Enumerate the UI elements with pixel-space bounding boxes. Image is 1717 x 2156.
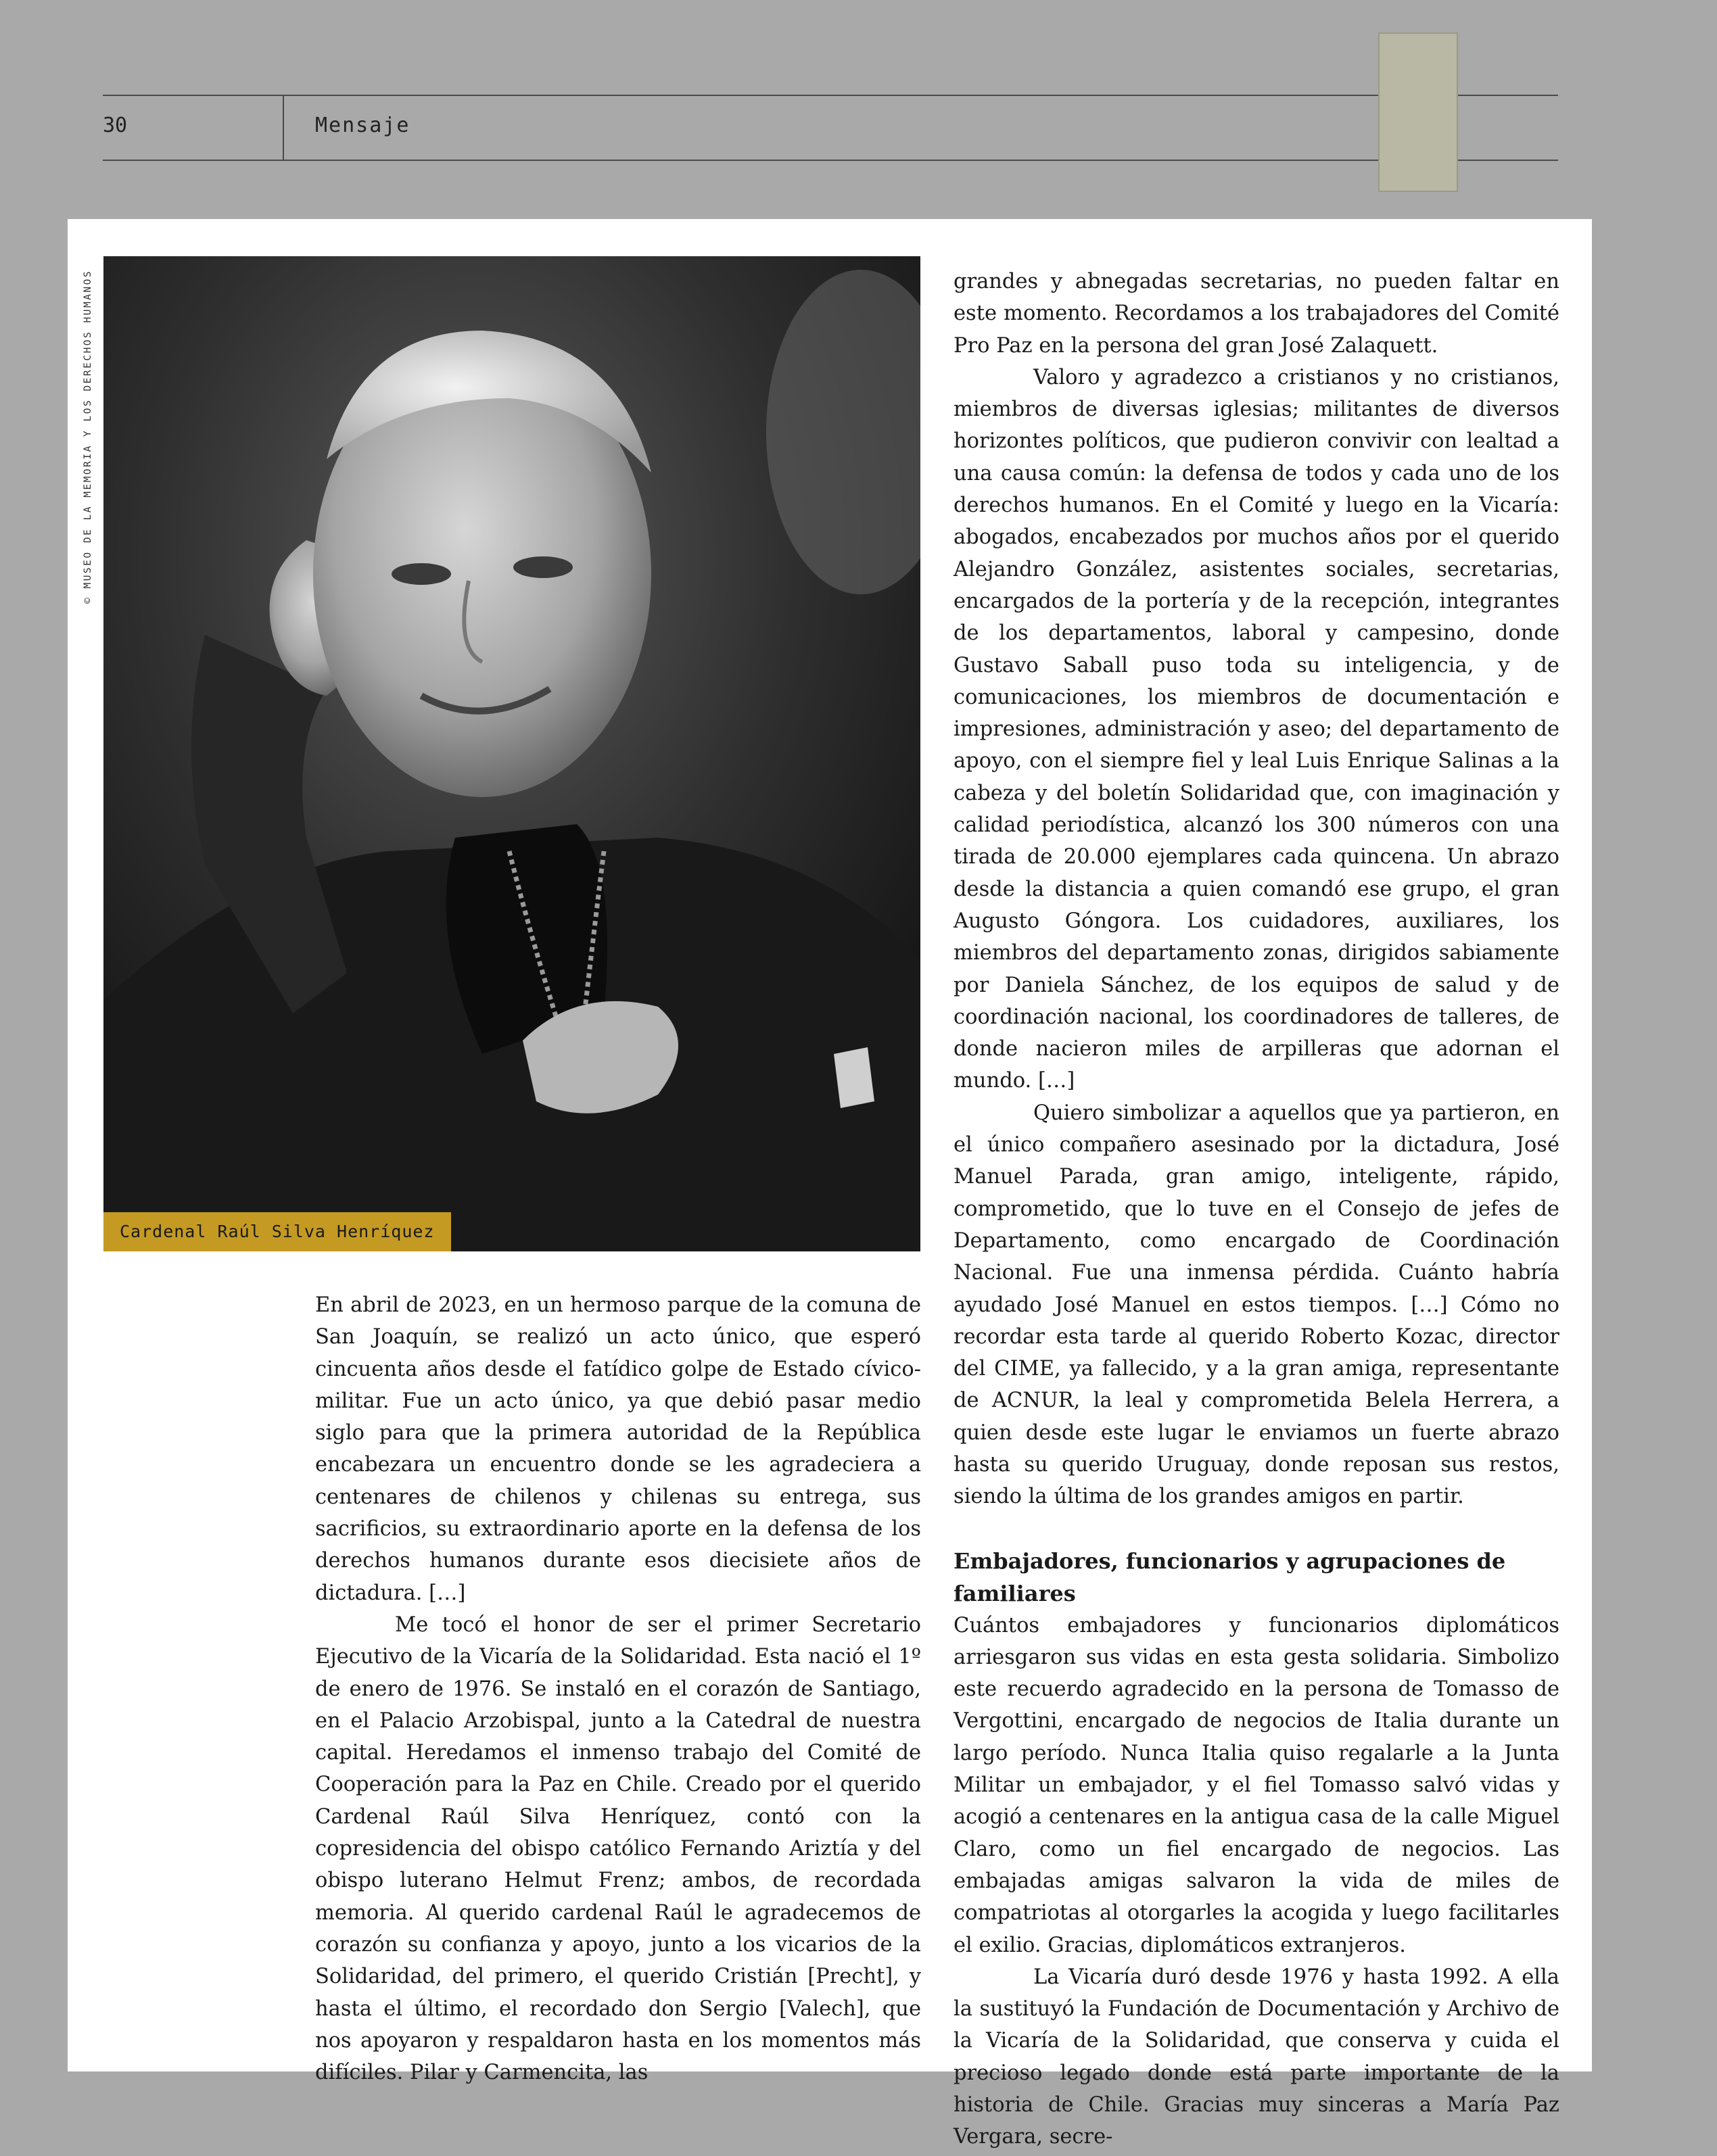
header-divider — [283, 95, 284, 161]
header-bottom-rule — [103, 160, 1558, 161]
paragraph: Valoro y agradezco a cristianos y no cristianos, miembros de diversas iglesias; militantes de diversos horizontes políticos, que pudieron convivir con lealtad a una causa común: la defensa de todos y cada uno de los derechos humanos. En el Comité y luego en la Vicaría: abogados, encabezados por muchos años por el querido Alejandro González, asistentes sociales, secretarias, encargados de la portería y de la recepción, integrantes de los departamentos, laboral y campesino, donde Gustavo Saball puso toda su inteligencia, y de comunicaciones, los miembros de documentación e impresiones, administración y aseo; del departamento de apoyo, con el siempre fiel y leal Luis Enrique Salinas a la cabeza y del boletín Solidaridad que, con imaginación y calidad periodística, alcanzó los 300 números con una tirada de 20.000 ejemplares cada quincena. Un abrazo desde la distancia a quien comandó ese grupo, el gran Augusto Góngora. Los cuidadores, auxiliares, los miembros del departamento zonas, dirigidos sabiamente por Daniela Sánchez, de los equipos de salud y de coordinación nacional, los coordinadores de talleres, de donde nacieron miles de arpilleras que adornan el mundo. […] — [954, 365, 1559, 1093]
paragraph: Quiero simbolizar a aquellos que ya partieron, en el único compañero asesinado por la dictadura, José Manuel Parada, gran amigo, inteligente, rápido, comprometido, que lo tuve en el Consejo de jefes de Departamento, como encargado de Coordinación Nacional. Fue una inmensa pérdida. Cuánto habría ayudado José Manuel en estos tiempos. […] Cómo no recordar esta tarde al querido Roberto Kozac, director del CIME, ya fallecido, y a la gran amiga, representante de ACNUR, la leal y comprometida Belela Herrera, a quien desde este lugar le enviamos un fuerte abrazo hasta su querido Uruguay, donde reposan sus restos, siendo la última de los grandes amigos en partir. — [954, 1101, 1559, 1509]
photo-caption: Cardenal Raúl Silva Henríquez — [103, 1212, 451, 1251]
paragraph: La Vicaría duró desde 1976 y hasta 1992. A ella la sustituyó la Fundación de Documentación y Archivo de la Vicaría de la Solidaridad, que conserva y cuida el precioso legado donde está parte importante de la historia de Chile. Gracias muy sinceras a María Paz Vergara, secre- — [954, 1965, 1559, 2149]
spacer — [954, 1513, 1559, 1545]
portrait-photo — [103, 256, 920, 1251]
article-left-column — [315, 1289, 921, 2088]
page-number: 30 — [103, 114, 128, 137]
paragraph: Cuántos embajadores y funcionarios diplomáticos arriesgaron sus vidas en esta gesta solidaria. Simbolizo este recuerdo agradecido en la persona de Tomasso de Vergottini, encargado de negocios de Italia durante un largo período. Nunca Italia quiso regalarle a la Junta Militar un embajador, y el fiel Tomasso salvó vidas y acogió a centenares en la antigua casa de la calle Miguel Claro, como un fiel encargado de negocios. Las embajadas amigas salvaron la vida de miles de compatriotas al otorgarles la acogida y luego facilitarles el exilio. Gracias, diplomáticos extranjeros. — [954, 1613, 1559, 1957]
section-title: Mensaje — [315, 114, 410, 137]
paragraph: En abril de 2023, en un hermoso parque de la comuna de San Joaquín, se realizó un acto único, que esperó cincuenta años desde el fatídico golpe de Estado cívico-militar. Fue un acto único, ya que debió pasar medio siglo para que la primera autoridad de la República encabezara un encuentro donde se les agradeciera a centenares de chilenos y chilenas su entrega, sus sacrificios, su extraordinario aporte en la defensa de los derechos humanos durante esos diecisiete años de dictadura. […] — [315, 1293, 921, 1605]
section-tab-marker — [1378, 32, 1458, 192]
article-right-column — [954, 266, 1559, 2153]
header-top-rule — [103, 95, 1558, 96]
photo-credit: © MUSEO DE LA MEMORIA Y LOS DERECHOS HUMANOS — [83, 269, 93, 604]
section-subheading: Embajadores, funcionarios y agrupaciones de familiares — [954, 1548, 1506, 1606]
paragraph: Me tocó el honor de ser el primer Secretario Ejecutivo de la Vicaría de la Solidaridad. Esta nació el 1º de enero de 1976. Se instaló en el corazón de Santiago, en el Palacio Arzobispal, junto a la Catedral de nuestra capital. Heredamos el inmenso trabajo del Comité de Cooperación para la Paz en Chile. Creado por el querido Cardenal Raúl Silva Henríquez, contó con la copresidencia del obispo católico Fernando Ariztía y del obispo luterano Helmut Frenz; ambos, de recordada memoria. Al querido cardenal Raúl le agradecemos de corazón su confianza y apoyo, junto a los vicarios de la Solidaridad, del primero, el querido Cristián [Precht], y hasta el último, el recordado don Sergio [Valech], que nos apoyaron y respaldaron hasta en los momentos más difíciles. Pilar y Carmencita, las — [315, 1612, 921, 2085]
portrait-illustration — [103, 256, 920, 1251]
paragraph: grandes y abnegadas secretarias, no pueden faltar en este momento. Recordamos a los trabajadores del Comité Pro Paz en la persona del gran José Zalaquett. — [954, 270, 1559, 358]
